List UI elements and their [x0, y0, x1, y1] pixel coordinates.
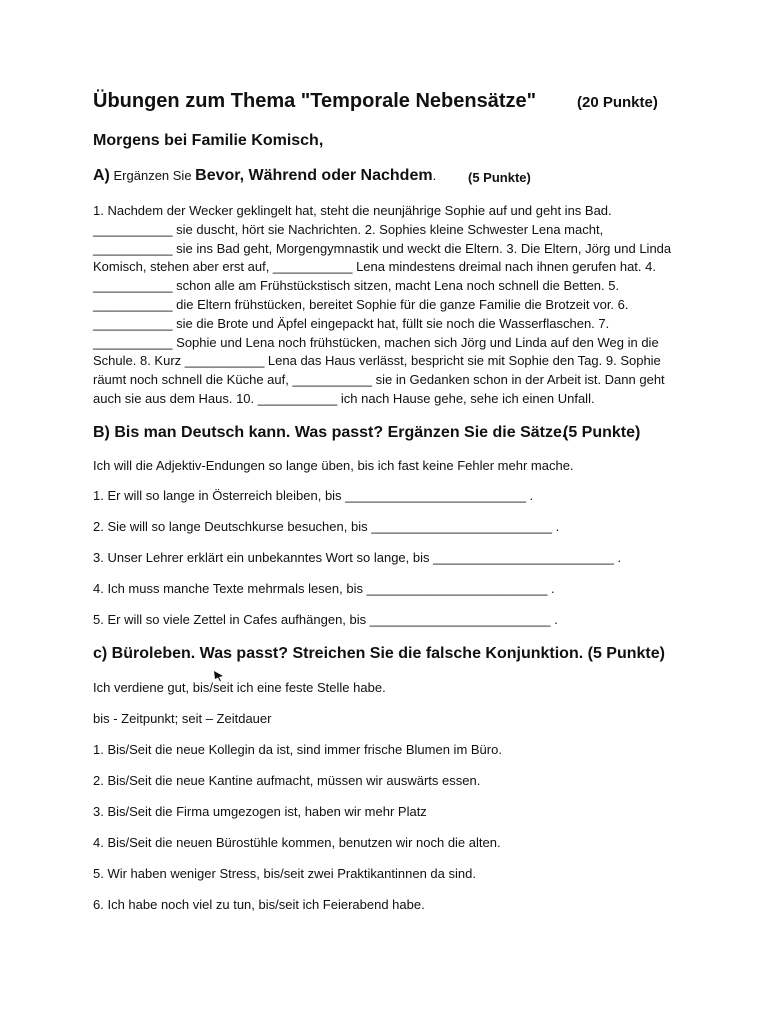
paragraph-line: Komisch, stehen aber erst auf, ___________ Lena mindestens dreimal nach ihnen gerufen hat. 4. — [93, 259, 656, 275]
paragraph-line: ___________ sie duscht, hört sie Nachrichten. 2. Sophies kleine Schwester Lena macht, — [93, 221, 604, 237]
section-c-item: 5. Wir haben weniger Stress, bis/seit zwei Praktikantinnen da sind. — [93, 866, 476, 881]
section-a-letter: A) — [93, 167, 110, 184]
paragraph-line: ___________ sie ins Bad geht, Morgengymnastik und weckt die Eltern. 3. Die Eltern, Jörg und Linda — [93, 240, 672, 256]
section-a-words: Bevor, Während oder Nachdem — [195, 167, 433, 184]
section-a-heading — [93, 167, 436, 185]
section-b-points: (5 Punkte) — [563, 424, 641, 441]
section-b-example: Ich will die Adjektiv-Endungen so lange üben, bis ich fast keine Fehler mehr mache. — [93, 458, 574, 473]
section-b-item: 5. Er will so viele Zettel in Cafes aufhängen, bis _________________________ . — [93, 612, 558, 627]
paragraph-line: auch sie aus dem Haus. 10. ___________ ich nach Hause gehe, sehe ich einen Unfall. — [93, 390, 595, 406]
section-b-item: 4. Ich muss manche Texte mehrmals lesen, bis _________________________ . — [93, 581, 555, 596]
section-a-instruction: Ergänzen Sie — [109, 168, 196, 183]
mouse-pointer-icon — [213, 670, 225, 682]
paragraph-line: räumt noch schnell die Küche auf, ___________ sie in Gedanken schon in der Arbeit ist. Dann geht — [93, 372, 665, 388]
section-c-item: 3. Bis/Seit die Firma umgezogen ist, haben wir mehr Platz — [93, 804, 427, 819]
section-b-item: 1. Er will so lange in Österreich bleiben, bis _________________________ . — [93, 488, 534, 503]
paragraph-line: ___________ schon alle am Frühstückstisch sitzen, macht Lena noch schnell die Betten. 5. — [93, 278, 620, 294]
total-points: (20 Punkte) — [577, 94, 658, 111]
page-subtitle: Morgens bei Familie Komisch, — [93, 132, 324, 149]
paragraph-line: ___________ sie die Brote und Äpfel eingepackt hat, füllt sie noch die Wasserflaschen. 7. — [93, 315, 610, 331]
section-c-example: Ich verdiene gut, bis/seit ich eine feste Stelle habe. — [93, 680, 386, 695]
section-c-item: 6. Ich habe noch viel zu tun, bis/seit ich Feierabend habe. — [93, 897, 425, 912]
section-c-item: 2. Bis/Seit die neue Kantine aufmacht, müssen wir auswärts essen. — [93, 773, 481, 788]
section-c-note: bis - Zeitpunkt; seit – Zeitdauer — [93, 711, 272, 726]
section-c-heading: c) Büroleben. Was passt? Streichen Sie die falsche Konjunktion. (5 Punkte) — [93, 645, 665, 662]
section-b-heading: B) Bis man Deutsch kann. Was passt? Ergänzen Sie die Sätze. — [93, 424, 567, 441]
section-c-item: 1. Bis/Seit die neue Kollegin da ist, sind immer frische Blumen im Büro. — [93, 742, 502, 757]
section-a-paragraph — [93, 202, 673, 409]
section-a-dot: . — [432, 168, 437, 183]
section-c-item: 4. Bis/Seit die neuen Bürostühle kommen, benutzen wir noch die alten. — [93, 835, 501, 850]
section-b-item: 3. Unser Lehrer erklärt ein unbekanntes Wort so lange, bis _________________________ . — [93, 550, 622, 565]
paragraph-line: Schule. 8. Kurz ___________ Lena das Haus verlässt, bespricht sie mit Sophie den Tag. 9. Sophie — [93, 353, 661, 369]
paragraph-line: ___________ Sophie und Lena noch frühstücken, machen sich Jörg und Linda auf den Weg in die — [93, 334, 659, 350]
paragraph-line: 1. Nachdem der Wecker geklingelt hat, steht die neunjährige Sophie auf und geht ins Bad. — [93, 203, 612, 218]
paragraph-line: ___________ die Eltern frühstücken, bereitet Sophie für die ganze Familie die Brotzeit vor. 6. — [93, 296, 629, 312]
page-title: Übungen zum Thema "Temporale Nebensätze" — [93, 90, 537, 112]
section-a-points: (5 Punkte) — [468, 170, 531, 185]
section-b-item: 2. Sie will so lange Deutschkurse besuchen, bis _________________________ . — [93, 519, 560, 534]
